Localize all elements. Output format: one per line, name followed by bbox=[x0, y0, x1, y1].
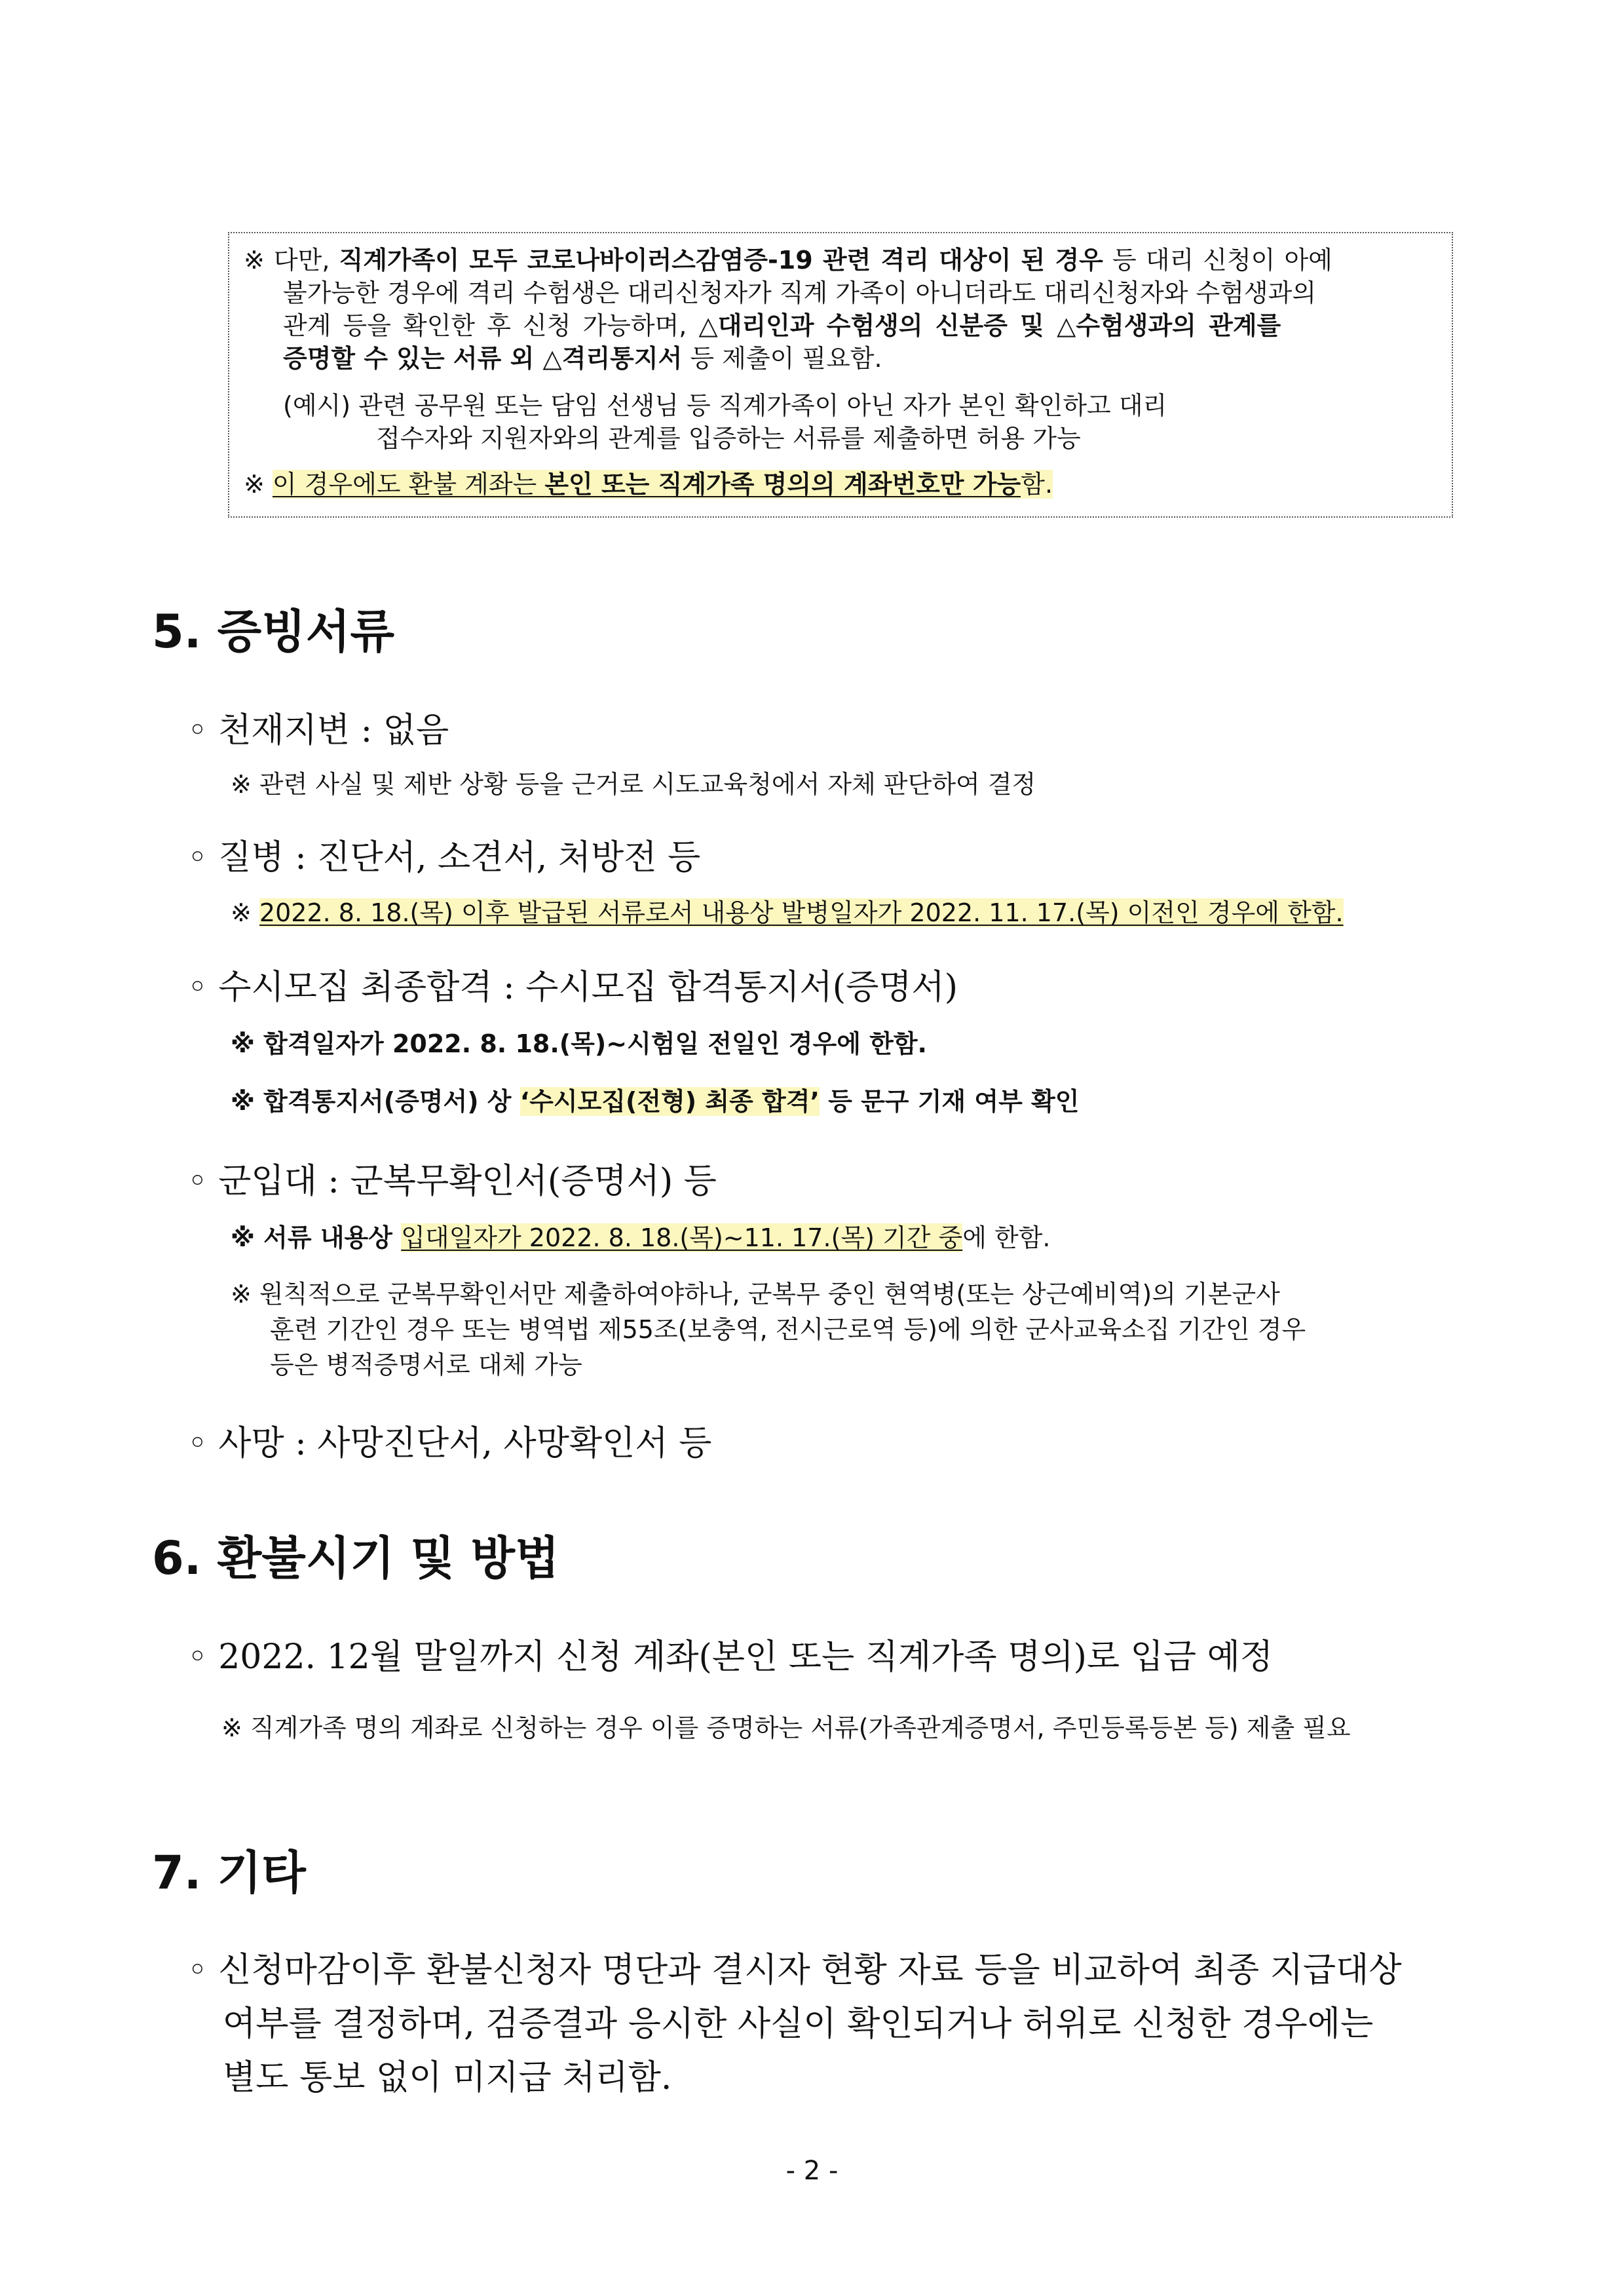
other-line-1: ◦ 신청마감이후 환불신청자 명단과 결시자 현황 자료 등을 비교하여 최종 지급대상 bbox=[187, 1951, 1402, 1990]
note-military-2-line-3: 등은 병적증명서로 대체 가능 bbox=[270, 1350, 582, 1379]
page-number: - 2 - bbox=[785, 2156, 839, 2186]
notice-example-line-1: (예시) 관련 공무원 또는 담임 선생님 등 직계가족이 아닌 자가 본인 확인하고 대리 bbox=[283, 391, 1167, 420]
bullet-early-admission: ◦ 수시모집 최종합격 : 수시모집 합격통지서(증명서) bbox=[187, 968, 958, 1007]
note-military-2-line-1: ※ 원칙적으로 군복무확인서만 제출하여야하나, 군복무 중인 현역병(또는 상근예비역)의 기본군사 bbox=[231, 1280, 1280, 1309]
other-line-3: 별도 통보 없이 미지급 처리함. bbox=[223, 2058, 672, 2097]
note-text: 에 한함. bbox=[962, 1223, 1051, 1252]
early-highlight-text: ‘수시모집(전형) 최종 합격’ bbox=[519, 1087, 820, 1116]
section-7-title: 7. 기타 bbox=[152, 1846, 306, 1900]
bullet-disaster: ◦ 천재지변 : 없음 bbox=[187, 711, 449, 750]
notice-highlight-text bbox=[273, 470, 1021, 499]
notice-bold-text: 본인 또는 직계가족 명의의 계좌번호만 가능 bbox=[544, 470, 1021, 499]
notice-line-5 bbox=[244, 469, 1053, 499]
bullet-death: ◦ 사망 : 사망진단서, 사망확인서 등 bbox=[187, 1424, 712, 1463]
notice-line-2: 불가능한 경우에 격리 수험생은 대리신청자가 직계 가족이 아니더라도 대리신청자와 수험생과의 bbox=[283, 278, 1317, 307]
illness-highlight-text: 2022. 8. 18.(목) 이후 발급된 서류로서 내용상 발병일자가 2022. 11. 17.(목) 이전인 경우에 한함. bbox=[259, 898, 1344, 927]
notice-text: 등 제출이 필요함. bbox=[682, 344, 882, 373]
notice-text: 등 대리 신청이 아예 bbox=[1103, 246, 1332, 275]
notice-text: 관계 등을 확인한 후 신청 가능하며, △ bbox=[283, 311, 718, 340]
note-mark: ※ bbox=[231, 898, 259, 927]
note-text: 등 문구 기재 여부 확인 bbox=[819, 1087, 1080, 1116]
note-illness bbox=[231, 896, 1344, 929]
note-refund-account: ※ 직계가족 명의 계좌로 신청하는 경우 이를 증명하는 서류(가족관계증명서, 주민등록등본 등) 제출 필요 bbox=[221, 1713, 1351, 1742]
other-line-2: 여부를 결정하며, 검증결과 응시한 사실이 확인되거나 허위로 신청한 경우에는 bbox=[223, 2004, 1374, 2044]
note-bold-text: ※ 서류 내용상 bbox=[231, 1223, 402, 1252]
notice-bold-text: 직계가족이 모두 코로나바이러스감염증-19 관련 격리 대상이 된 경우 bbox=[339, 246, 1103, 275]
section-6-title: 6. 환불시기 및 방법 bbox=[152, 1531, 559, 1585]
notice-line-1 bbox=[244, 245, 1332, 275]
bullet-illness: ◦ 질병 : 진단서, 소견서, 처방전 등 bbox=[187, 838, 701, 877]
notice-bold-text: 증명할 수 있는 서류 외 △격리통지서 bbox=[283, 344, 683, 373]
notice-mark: ※ bbox=[244, 470, 273, 499]
notice-line-4 bbox=[283, 343, 882, 373]
notice-text: 함. bbox=[1021, 470, 1053, 499]
notice-line-3 bbox=[283, 311, 1281, 341]
notice-bold-text: 대리인과 수험생의 신분증 및 △수험생과의 관계를 bbox=[717, 311, 1281, 340]
note-military-2-line-2: 훈련 기간인 경우 또는 병역법 제55조(보충역, 전시근로역 등)에 의한 군사교육소집 기간인 경우 bbox=[270, 1315, 1306, 1344]
military-highlight-text: 입대일자가 2022. 8. 18.(목)~11. 17.(목) 기간 중 bbox=[401, 1223, 963, 1252]
note-text: ※ 합격통지서(증명서) 상 bbox=[231, 1087, 520, 1116]
section-5-title: 5. 증빙서류 bbox=[152, 605, 395, 659]
notice-text: ※ 다만, bbox=[244, 246, 339, 275]
bullet-military: ◦ 군입대 : 군복무확인서(증명서) 등 bbox=[187, 1162, 717, 1201]
notice-text: 이 경우에도 환불 계좌는 bbox=[272, 470, 545, 499]
note-disaster: ※ 관련 사실 및 제반 상황 등을 근거로 시도교육청에서 자체 판단하여 결정 bbox=[231, 770, 1036, 799]
notice-example-line-2: 접수자와 지원자와의 관계를 입증하는 서류를 제출하면 허용 가능 bbox=[376, 424, 1081, 453]
bullet-refund-timing: ◦ 2022. 12월 말일까지 신청 계좌(본인 또는 직계가족 명의)로 입금 예정 bbox=[187, 1637, 1274, 1677]
note-early-1: ※ 합격일자가 2022. 8. 18.(목)~시험일 전일인 경우에 한함. bbox=[231, 1029, 927, 1058]
note-military-1 bbox=[231, 1221, 1051, 1254]
note-early-2 bbox=[231, 1085, 1079, 1118]
